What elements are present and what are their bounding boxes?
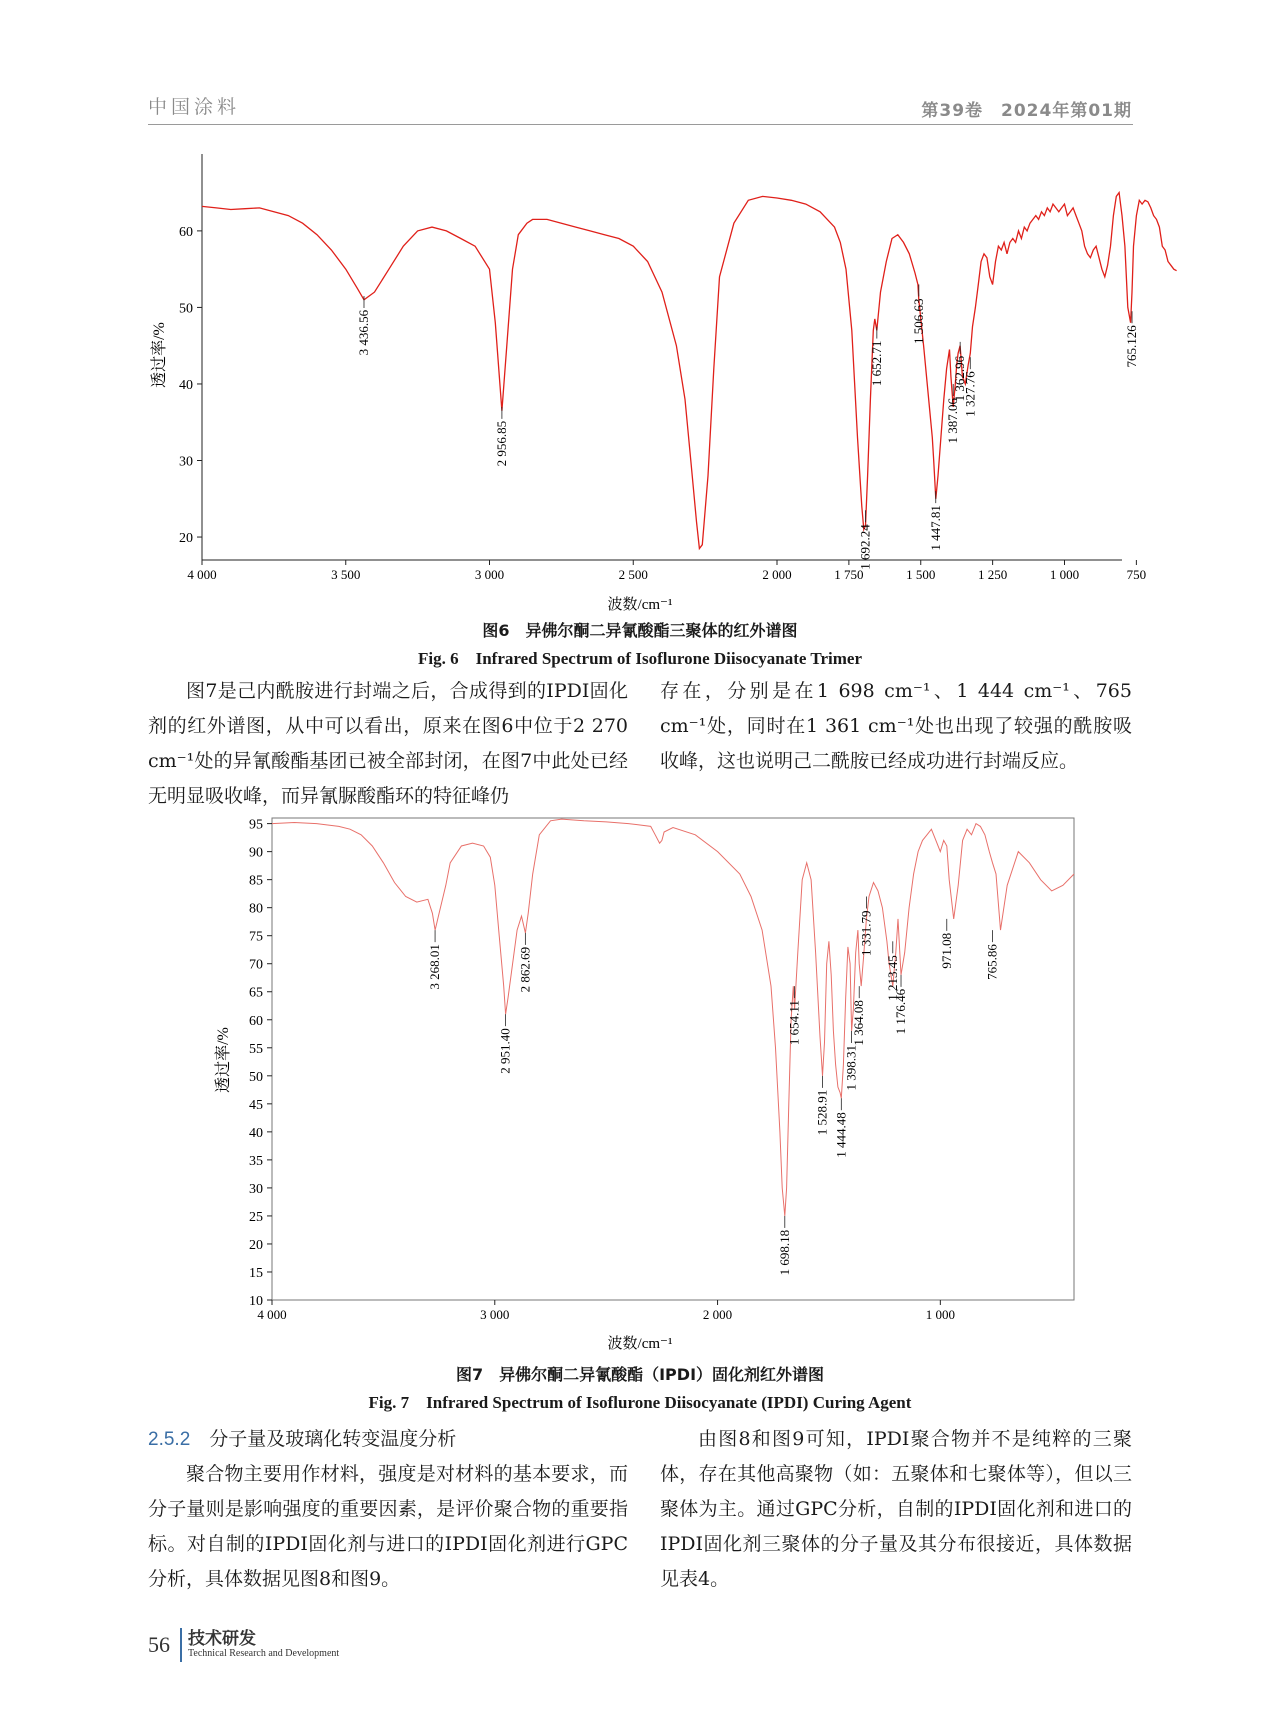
peak-label: 1 447.81 [927, 505, 943, 551]
fig6-xlabel: 波数/cm⁻¹ [607, 597, 673, 613]
y-tick-label: 50 [179, 301, 193, 317]
x-tick-label: 1 750 [834, 567, 864, 582]
peak-label: 2 956.85 [493, 420, 509, 467]
y-tick-label: 10 [249, 1294, 263, 1309]
spectrum-line [202, 193, 1177, 549]
y-tick-label: 30 [179, 454, 193, 470]
x-tick-label: 1 250 [978, 567, 1008, 582]
fig6-caption-cn: 图6 异佛尔酮二异氰酸酯三聚体的红外谱图 [482, 621, 798, 640]
issue-info: 第39卷 2024年第01期 [921, 101, 1132, 121]
y-tick-label: 15 [249, 1265, 263, 1281]
x-tick-label: 4 000 [187, 567, 217, 582]
y-tick-label: 80 [249, 901, 263, 917]
fig7-ir-chart [0, 810, 1280, 1355]
page-number: 56 [148, 1632, 170, 1657]
peak-label: 971.08 [938, 932, 954, 969]
section-title: 分子量及玻璃化转变温度分析 [209, 1428, 457, 1450]
x-tick-label: 1 000 [925, 1307, 955, 1322]
footer-section-en: Technical Research and Development [188, 1648, 340, 1659]
x-tick-label: 2 000 [762, 567, 792, 582]
fig6-ylabel: 透过率/% [151, 322, 168, 388]
fig7-ylabel: 透过率/% [215, 1027, 232, 1093]
y-tick-label: 95 [249, 817, 263, 833]
y-tick-label: 45 [249, 1097, 263, 1113]
y-tick-label: 85 [249, 873, 263, 889]
footer-divider [180, 1628, 182, 1662]
fig6-ir-chart [0, 150, 1280, 620]
x-tick-label: 2 500 [618, 567, 648, 582]
peak-label: 765.86 [984, 944, 1000, 980]
peak-label: 1 528.91 [814, 1089, 830, 1136]
y-tick-label: 35 [249, 1153, 263, 1169]
y-tick-label: 60 [179, 224, 193, 240]
fig7-caption-en: Fig. 7 Infrared Spectrum of Isoflurone Diisocyanate (IPDI) Curing Agent [368, 1393, 912, 1412]
peak-label: 1 387.06 [945, 398, 961, 444]
x-tick-label: 2 000 [702, 1307, 733, 1322]
y-tick-label: 50 [249, 1069, 263, 1085]
fig7-caption-cn: 图7 异佛尔酮二异氰酸酯（IPDI）固化剂红外谱图 [455, 1365, 825, 1384]
x-tick-label: 1 500 [906, 567, 936, 582]
peak-label: 1 652.71 [868, 340, 884, 387]
peak-label: 1 331.79 [858, 910, 874, 956]
peak-label: 2 862.69 [517, 946, 533, 993]
y-tick-label: 25 [249, 1209, 263, 1225]
peak-label: 3 268.01 [427, 944, 443, 990]
footer-section-cn: 技术研发 [188, 1629, 256, 1649]
peak-label: 1 362.96 [952, 355, 968, 402]
section-number: 2.5.2 [148, 1429, 191, 1450]
peak-label: 1 692.24 [857, 524, 873, 570]
x-tick-label: 4 000 [257, 1307, 287, 1322]
peak-label: 2 951.40 [497, 1028, 513, 1074]
peak-label: 1 176.46 [893, 988, 908, 1035]
y-tick-label: 40 [179, 377, 193, 393]
para1-right: 存在，分别是在1 698 cm⁻¹、1 444 cm⁻¹、765 cm⁻¹处，同时在1 361 cm⁻¹处也出现了较强的酰胺吸收峰，这也说明己二酰胺已经成功进行封端反应。 [660, 680, 1132, 772]
x-tick-label: 3 000 [474, 567, 505, 582]
plot-frame [272, 818, 1074, 1300]
peak-label: 1 654.11 [786, 1000, 802, 1046]
peak-label: 1 506.63 [910, 298, 926, 344]
y-tick-label: 40 [249, 1125, 263, 1141]
y-tick-label: 60 [249, 1013, 263, 1029]
y-tick-label: 55 [249, 1041, 263, 1057]
y-tick-label: 20 [179, 531, 193, 547]
peak-label: 765.126 [1124, 325, 1139, 368]
spectrum-line [272, 819, 1074, 1216]
peak-label: 1 213.45 [884, 955, 900, 1001]
fig7-xlabel: 波数/cm⁻¹ [607, 1336, 673, 1352]
y-tick-label: 70 [249, 957, 263, 973]
x-tick-label: 3 500 [331, 567, 361, 582]
peak-label: 3 436.56 [356, 309, 371, 356]
header-rule [148, 124, 1133, 125]
peak-label: 1 398.31 [843, 1045, 859, 1091]
y-tick-label: 65 [249, 985, 263, 1001]
para1-left: 图7是己内酰胺进行封端之后，合成得到的IPDI固化剂的红外谱图，从中可以看出，原来在图6中位于2 270 cm⁻¹处的异氰酸酯基团已被全部封闭，在图7中此处已经无明显吸收峰，而异氰脲酸酯环的特征峰仍 [148, 680, 628, 807]
x-tick-label: 1 000 [1049, 567, 1080, 582]
peak-label: 1 444.48 [833, 1112, 849, 1158]
y-tick-label: 90 [249, 845, 263, 861]
x-tick-label: 750 [1126, 567, 1147, 582]
para2-right: 由图8和图9可知，IPDI聚合物并不是纯粹的三聚体，存在其他高聚物（如：五聚体和七聚体等），但以三聚体为主。通过GPC分析，自制的IPDI固化剂和进口的IPDI固化剂三聚体的分子量及其分布很接近，具体数据见表4。 [660, 1428, 1132, 1590]
para2-left: 2.5.2 分子量及玻璃化转变温度分析 聚合物主要用作材料，强度是对材料的基本要求，而分子量则是影响强度的重要因素，是评价聚合物的重要指标。对自制的IPDI固化剂与进口的IPDI固化剂进行GPC分析，具体数据见图8和图9。 [148, 1422, 628, 1597]
journal-name: 中国涂料 [148, 96, 241, 118]
peak-label: 1 698.18 [776, 1229, 792, 1276]
y-tick-label: 75 [249, 929, 263, 945]
peak-label: 1 327.76 [962, 371, 978, 417]
peak-label: 1 364.08 [851, 1000, 867, 1046]
y-tick-label: 30 [249, 1181, 263, 1197]
fig6-caption-en: Fig. 6 Infrared Spectrum of Isoflurone Diisocyanate Trimer [417, 649, 862, 668]
y-tick-label: 20 [249, 1237, 263, 1253]
section-heading [148, 1422, 628, 1457]
x-tick-label: 3 000 [480, 1307, 510, 1322]
